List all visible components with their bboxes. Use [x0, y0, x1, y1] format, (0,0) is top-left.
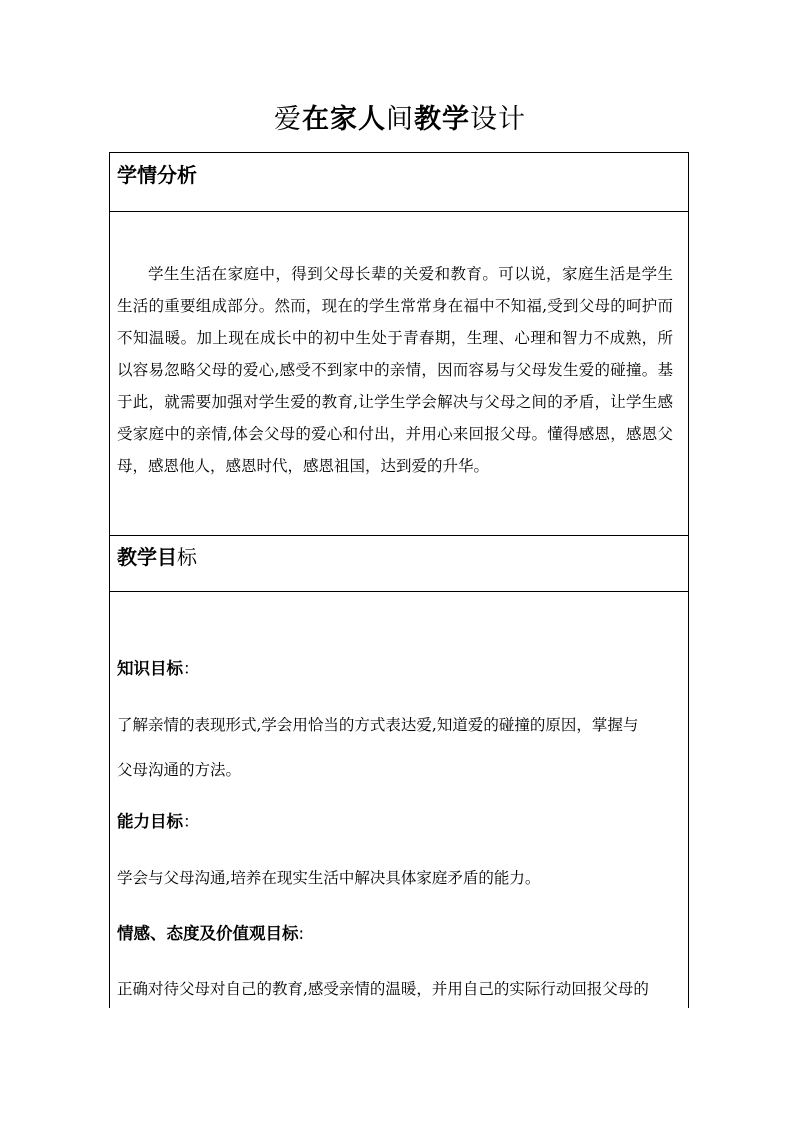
title-part-3: 间 [386, 104, 414, 135]
ability-label-colon: ： [183, 812, 200, 831]
analysis-heading: 学情分析 [117, 163, 197, 187]
lesson-plan-table [109, 152, 689, 1008]
objectives-heading [110, 542, 197, 572]
emotion-objective-text: 正确对待父母对自己的教育,感受亲情的温暖，并用自己的实际行动回报父母的 [117, 980, 649, 998]
title-part-5: 设计 [470, 104, 526, 135]
knowledge-objective-label [117, 657, 200, 681]
emotion-label-text: 情感、态度及价值观目标 [117, 924, 299, 943]
knowledge-label-text: 知识目标 [117, 659, 183, 678]
title-part-4: 教学 [414, 104, 470, 135]
title-part-1: 爱 [274, 104, 302, 135]
ability-objective-label [117, 810, 200, 834]
objectives-heading-light: 标 [177, 545, 197, 569]
objectives-heading-bold: 教学目 [117, 545, 177, 569]
analysis-paragraph: 学生生活在家庭中，得到父母长辈的关爱和教育。可以说，家庭生活是学生生活的重要组成部分。然而，现在的学生常常身在福中不知福,受到父母的呵护而不知温暖。加上现在成长中的初中生处于青春期，生理、心理和智力不成熟，所以容易忽略父母的爱心,感受不到家中的亲情，因而容易与父母发生爱的碰撞。基于此，就需要加强对学生爱的教育,让学生学会解决与父母之间的矛盾，让学生感受家庭中的亲情,体会父母的爱心和付出，并用心来回报父母。懂得感恩，感恩父母，感恩他人，感恩时代，感恩祖国，达到爱的升华。 [117, 265, 673, 475]
emotion-objective-label [117, 922, 304, 946]
knowledge-label-colon: ： [183, 659, 200, 678]
knowledge-objective-line-2: 父母沟通的方法。 [117, 761, 242, 779]
analysis-content-row [110, 212, 688, 536]
analysis-heading-row [110, 153, 688, 212]
title-part-2: 在家人 [302, 104, 386, 135]
ability-label-text: 能力目标 [117, 812, 183, 831]
knowledge-objective-line-1: 了解亲情的表现形式,学会用恰当的方式表达爱,知道爱的碰撞的原因，掌握与 [117, 716, 639, 734]
emotion-label-colon: : [298, 924, 305, 943]
document-title [0, 98, 800, 142]
ability-objective-text: 学会与父母沟通,培养在现实生活中解决具体家庭矛盾的能力。 [117, 869, 541, 887]
objectives-content-row [110, 592, 688, 1009]
objectives-heading-row [110, 536, 688, 592]
